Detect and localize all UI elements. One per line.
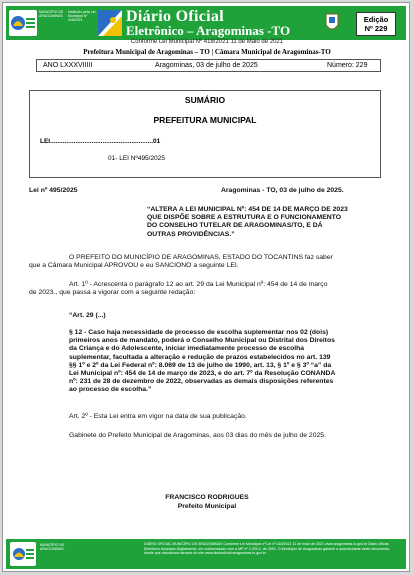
preamble-line: O PREFEITO DO MUNICÍPIO DE ARAGOMINAS, ESTADO DO TOCANTINS faz saber [69, 254, 333, 261]
ementa-line: “ALTERA A LEI MUNICIPAL Nº: 454 DE 14 DE MARÇO DE 2023 [147, 206, 348, 213]
paragraph-12-line: suplementar, facultada a alteração e redução de prazos estabelecidos no art. 139 [69, 353, 331, 361]
edition-label: Edição [363, 15, 389, 24]
footer-legal-text: DIÁRIO OFICIAL MUNICÍPIO DE ARAGOMINAS Conforme Lei Municipal nº Lei nº 418/2021 11 de maio de 2021 www.aragominas.to.gov.br Diário Oficial Eletrônico Assinado Digitalmente, em conformidade com a MP nº 2.200-2, de 2001. O Município de Aragominas garante a autenticidade deste documento, desde que visualizado através do site www.diariooficial.aragominas.to.gov.br [144, 542, 391, 556]
masthead [6, 6, 406, 40]
coat-of-arms-icon [324, 11, 340, 35]
paragraph-12-line: ao processo de escolha.” [69, 386, 152, 394]
gabinete-line: Gabinete do Prefeito Municipal de Aragominas, aos 03 dias do mês de julho de 2025. [69, 432, 326, 439]
summary-lei-item: 01- LEI Nº495/2025 [108, 155, 165, 162]
signer-name: FRANCISCO RODRIGUES [165, 494, 249, 501]
paragraph-12-line: §§ 1º e 2º da Lei Federal nº: 8.069 de 13 de julho de 1990, art. 13, § 1º e § 3º “a” da [69, 361, 332, 369]
preamble-line: que a Câmara Municipal APROVOU e eu SANCIONO a seguinte LEI. [29, 262, 239, 270]
article-1-line: Art. 1º - Acrescenta o parágrafo 12 ao art. 29 da Lei Municipal nº: 454 de 14 de março [69, 281, 328, 288]
preamble [29, 254, 333, 270]
edition-box [356, 12, 396, 36]
paragraph-12-line: da Criança e do Adolescente, iniciar imediatamente processo de escolha [69, 345, 305, 353]
gazette-title: Diário Oficial [126, 8, 224, 25]
article-1 [29, 281, 328, 297]
paragraph-12-line: primeiros anos de mandato, poderá o Conselho Municipal ou Distrital dos Direitos [69, 337, 335, 345]
ementa-line: DO CONSELHO TUTELAR DE ARAGOMINAS/TO, E DÁ [147, 222, 323, 230]
article-2: Art. 2º - Esta Lei entra em vigor na data de sua publicação. [69, 413, 247, 420]
article-29-quote: “Art. 29 (...) [69, 312, 106, 319]
issue-info-bar [36, 59, 381, 72]
signer-title: Prefeito Municipal [177, 503, 237, 510]
paragraph-12-line: § 12 - Caso haja necessidade de processo de escolha suplementar nos 02 (dois) [69, 329, 329, 336]
edition-number: Nº 229 [364, 24, 388, 33]
summary-box [29, 90, 381, 178]
issue-number: Número: 229 [327, 62, 368, 69]
diario-page [2, 2, 410, 572]
gazette-subtitle: Eletrônico – Aragominas -TO [126, 23, 291, 38]
issue-date: Aragominas, 03 de julho de 2025 [155, 62, 258, 69]
summary-section: PREFEITURA MUNICIPAL [153, 115, 257, 125]
summary-title: SUMÁRIO [184, 95, 226, 105]
paragraph-12 [69, 329, 399, 395]
footer-logo [10, 542, 36, 566]
municipality-logo [9, 10, 37, 36]
ementa [147, 206, 392, 239]
masthead-municipality-text: MUNICÍPIO DE ARAGOMINAS [39, 10, 64, 18]
summary-lei-entry: LEI.........................................................01 [40, 138, 161, 145]
paragraph-12-line: Lei Municipal nº: 454 de 14 de março de 2023, e do art. 7º da Resolução CONANDA [69, 370, 336, 378]
institution-line: Prefeitura Municipal de Aragominas – TO | Câmara Municipal de Aragominas-TO [83, 48, 331, 56]
footer-municipality-text: MUNICÍPIO DE ARAGOMINAS [40, 543, 65, 551]
masthead-law-text: Instituído pela Lei Municipal Nº 418/2021 [68, 10, 96, 22]
tocantins-flag-icon [98, 10, 122, 36]
paragraph-12-line: nº: 231 de 28 de dezembro de 2022, observadas as demais disposições referentes [69, 378, 334, 386]
page-footer [6, 539, 406, 569]
law-place-date: Aragominas - TO, 03 de julho de 2025. [221, 187, 344, 194]
ementa-line: OUTRAS PROVIDÊNCIAS.” [147, 230, 235, 238]
ementa-line: QUE DISPÕE SOBRE A ESTRUTURA E O FUNCIONAMENTO [147, 214, 341, 222]
issue-year: ANO LXXXVIIIII [43, 62, 93, 69]
article-1-line: de 2023., que passa a vigorar com a seguinte redação: [29, 289, 196, 297]
law-number: Lei nº 495/2025 [29, 187, 78, 194]
conforme-line: Conforme Lei Municipal Nº 418/2021 11 de Maio de 2021 [130, 39, 284, 45]
